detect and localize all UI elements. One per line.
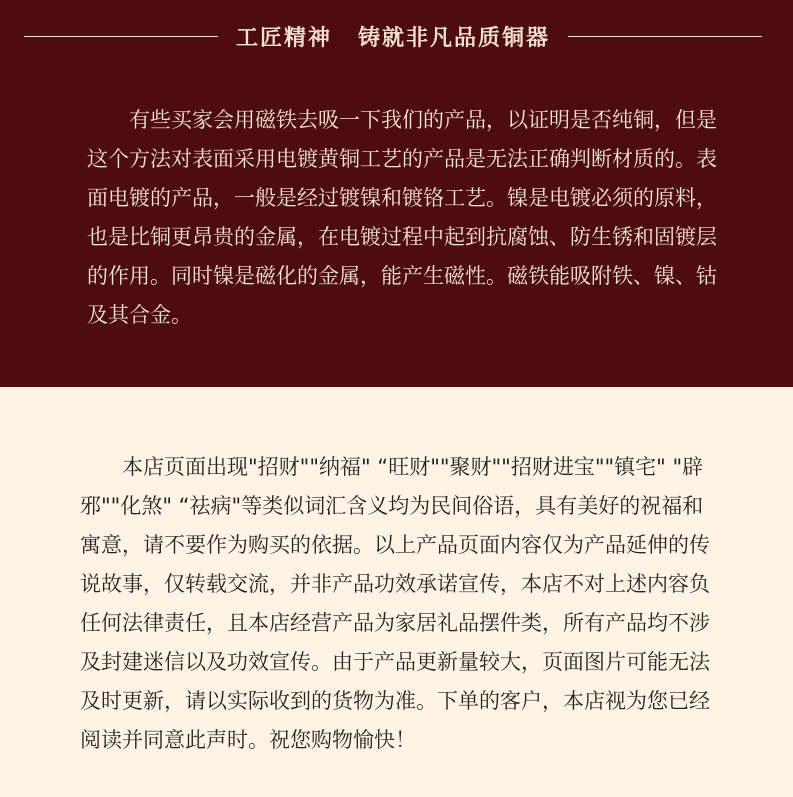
intro-paragraph: 有些买家会用磁铁去吸一下我们的产品，以证明是否纯铜，但是这个方法对表面采用电镀黄铜工艺的产品是无法正确判断材质的。表面电镀的产品，一般是经过镀镍和镀铬工艺。镍是电镀必须的原料，也是比铜更昂贵的金属，在电镀过程中起到抗腐蚀、防生锈和固镀层的作用。同时镍是磁化的金属，能产生磁性。磁铁能吸附铁、镍、钴及其合金。 [87,108,717,327]
disclaimer-paragraph: 本店页面出现"招财""纳福" “旺财""聚财""招财进宝""镇宅" "辟邪""化煞" “祛病"等类似词汇含义均为民间俗语，具有美好的祝福和寓意，请不要作为购买的依据。以上产品页面内容仅为产品延伸的传说故事，仅转载交流，并非产品功效承诺宣传，本店不对上述内容负任何法律责任，且本店经营产品为家居礼品摆件类，所有产品均不涉及封建迷信以及功效宣传。由于产品更新量较大，页面图片可能无法及时更新，请以实际收到的货物为准。下单的客户，本店视为您已经阅读并同意此声时。祝您购物愉快！ [80,455,710,752]
title-text [218,21,568,52]
title-divider-left [24,36,218,37]
title-divider-right [568,36,762,37]
section-title [24,18,762,54]
title-left: 工匠精神 [235,24,332,51]
title-right: 铸就非凡品质铜器 [358,24,551,51]
